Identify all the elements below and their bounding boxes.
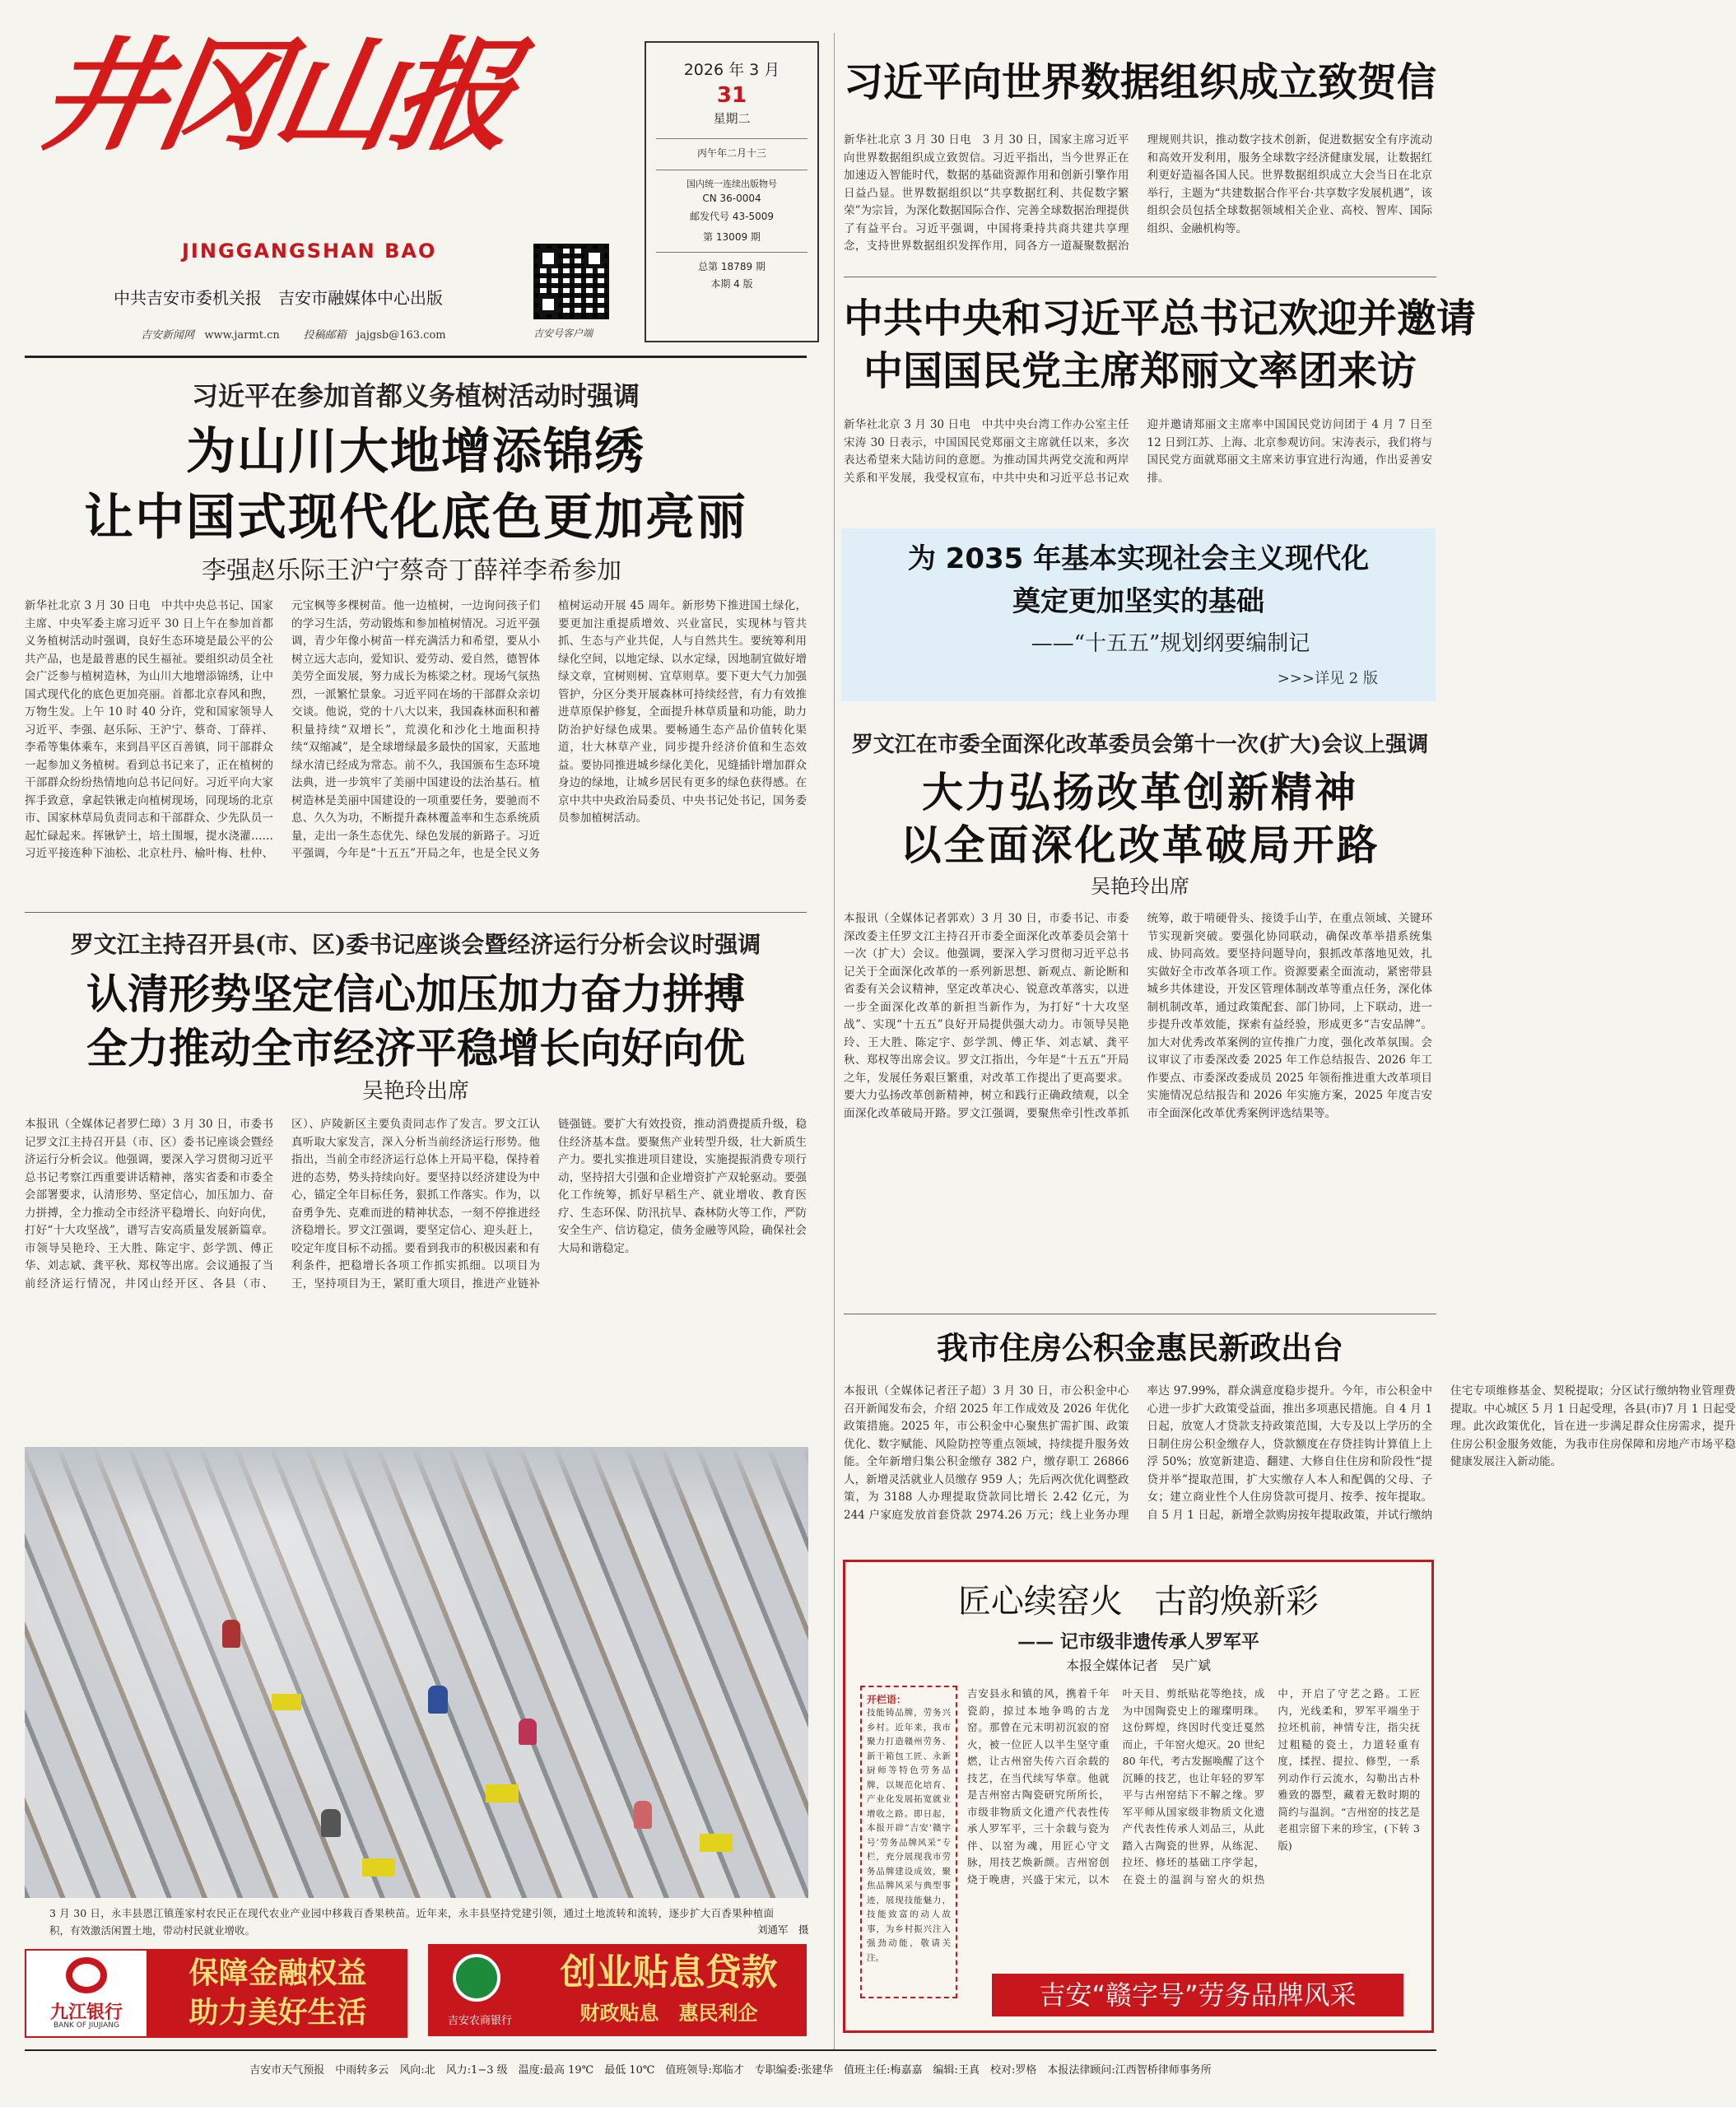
story7-title-part2: 古韵焕新彩: [1154, 1583, 1319, 1621]
story4-kicker: 罗文江在市委全面深化改革委员会第十一次(扩大)会议上强调: [851, 733, 1429, 757]
column-banner-text: 吉安“赣字号”劳务品牌风采: [1039, 1979, 1357, 2011]
story5-title-line2[interactable]: 全力推动全市经济平稳增长向好向优: [86, 1025, 745, 1072]
banner-line3: ——“十五五”规划纲要编制记: [1031, 631, 1310, 656]
ad1-line2: 助力美好生活: [188, 1996, 367, 2030]
column-banner[interactable]: [992, 1974, 1403, 2016]
story6-title[interactable]: 我市住房公积金惠民新政出台: [936, 1330, 1343, 1366]
banner-line1: 为 2035 年基本实现社会主义现代化: [907, 542, 1370, 575]
email-label: 投稿邮箱: [303, 329, 347, 342]
email[interactable]: jajgsb@163.com: [356, 329, 446, 342]
story6-body: 本报讯（全媒体记者汪子超）3 月 30 日，市公积金中心召开新闻发布会，介绍 2025 年工作成效及 2026 年优化政策措施。2025 年，市公积金中心聚焦扩需扩围、政策优化、数字赋能、风险防控等重点领域，持续提升服务效能。全年新增归集公积金缴存 382 户，缴存职工 26866 人，新增灵活就业人员缴存 959 人；先后两次优化调整政策，为 3188 人办理提取贷款同比增长 2.42 亿元，为 244 户家庭发放首套贷款 2974.26 万元；线上业务办理率达 97.99%，群众满意度稳步提升。今年，市公积金中心进一步扩大政策受益面，推出多项惠民措施。自 4 月 1 日起，放宽人才贷款支持政策范围，大专及以上学历的全日制住房公积金缴存人，贷款额度在存贷挂钩计算值上上浮 50%；放宽新建造、翻建、大修自住住房和阶段性“提贷并举”提取范围，扩大实缴存人本人和配偶的父母、子女；建立商业性个人住房贷款可提月、按季、按年提取。自 5 月 1 日起，新增全款购房按年提取政策，并试行缴纳住宅专项维修基金、契税提取；分区试行缴纳物业管理费提取。中心城区 5 月 1 日起受理，各县(市)7 月 1 日起受理。此次政策优化，旨在进一步满足群众住房需求，提升住房公积金服务效能，为我市住房保障和房地产市场平稳健康发展注入新动能。: [844, 1384, 1736, 1522]
column-intro-box: [860, 1686, 957, 1998]
post-code: 43-5009: [732, 211, 774, 222]
farm-photo[interactable]: [25, 1447, 808, 1898]
photo-basket-2: [486, 1784, 519, 1802]
total-issue: 总第 18789 期: [698, 261, 766, 272]
issue-date: 2026 年 3 月: [683, 61, 780, 79]
ad2-title: 创业贴息贷款: [560, 1951, 778, 1993]
masthead-publisher: 中共吉安市委机关报 吉安市融媒体中心出版: [114, 288, 443, 308]
story1-title[interactable]: 习近平向世界数据组织成立致贺信: [844, 59, 1437, 105]
story4-subtitle: 吴艳玲出席: [1091, 875, 1189, 898]
story7-box: [843, 1560, 1434, 2033]
ad-rural-bank[interactable]: [428, 1944, 807, 2036]
photo-caption: 3 月 30 日，永丰县恩江镇莲家村农民正在现代农业产业园中移栽百香果秧苗。近年来，永丰县坚持党建引领，通过土地流转和流转，逐步扩大百香果种植面积，有效激活闲置土地，带动村民就业增收。: [49, 1907, 774, 1937]
masthead-logo: 井冈山报: [30, 24, 524, 167]
story4-title-line2[interactable]: 以全面深化改革破局开路: [900, 821, 1380, 869]
issue-number: 第 13009 期: [703, 231, 761, 243]
footer-info: 吉安市天气预报 中雨转多云 风向:北 风力:1−3 级 温度:最高 19℃ 最低 10℃ 值班领导:郑临才 专职编委:张建华 值班主任:梅嘉嘉 编辑:王真 校对:罗格 本报法律顾问:江西智桥律师事务所: [249, 2064, 1212, 2077]
story5-body: 本报讯（全媒体记者罗仁璋）3 月 30 日，市委书记罗文江主持召开县（市、区）委书记座谈会暨经济运行分析会议。他强调，要深入学习贯彻习近平总书记考察江西重要讲话精神，落实省委和市委全会部署要求，认清形势、坚定信心，加压加力、奋力拼搏，全力推动全市经济平稳增长、向好向优，打好“十大攻坚战”，谱写吉安高质量发展新篇章。市领导吴艳玲、王大胜、陈定宇、彭学凯、傅正华、刘志斌、龚平秋、郑权等出席。会议通报了当前经济运行情况，井冈山经开区、各县（市、区）、庐陵新区主要负责同志作了发言。罗文江认真听取大家发言，深入分析当前经济运行形势。他指出，当前全市经济运行总体上开局平稳，保持着进的态势，势头持续向好。要坚持以经济建设为中心，锚定全年目标任务，狠抓工作落实。作为，以奋勇争先、克难而进的精神状态，一刻不停推进经济稳增长。罗文江强调，要坚定信心、迎头赶上，咬定年度目标不动摇。要看到我市的积极因素和有利条件，把稳增长各项工作抓实抓细。以项目为王，坚持项目为王，紧盯重大项目，推进产业链补链强链。要扩大有效投资，推动消费提质升级，稳住经济基本盘。要聚焦产业转型升级，壮大新质生产力。要扎实推进项目建设，实施提振消费专项行动，坚持招大引强和企业增资扩产双轮驱动。要强化工作统筹，抓好早稻生产、就业增收、教育医疗、生态环保、防汛抗旱、森林防火等工作，严防安全生产、信访稳定，债务金融等风险，确保社会大局和谐稳定。: [25, 1118, 807, 1291]
issue-weekday: 星期二: [713, 111, 751, 126]
jiujiang-bank-logo-icon: [66, 1957, 107, 1993]
issue-day: 31: [716, 83, 747, 108]
story4-title-line1[interactable]: 大力弘扬改革创新精神: [922, 769, 1358, 816]
story2-title-line1[interactable]: 中共中央和习近平总书记欢迎并邀请: [844, 295, 1477, 342]
post-label: 邮发代号: [690, 211, 730, 222]
story7-subtitle: —— 记市级非遗传承人罗军平: [1017, 1631, 1259, 1653]
photo-worker-2: [428, 1686, 448, 1714]
photo-worker-5: [634, 1801, 652, 1829]
story3-title-line1[interactable]: 为山川大地增添锦绣: [186, 423, 645, 481]
cn-number: CN 36-0004: [702, 193, 761, 204]
story2-body: 新华社北京 3 月 30 日电 中共中央台湾工作办公室主任宋涛 30 日表示，中国国民党郑丽文主席就任以来，多次表达希望来大陆访问的意愿。为推动国共两党交流和两岸关系和平发展，我受权宣布，中共中央和习近平总书记欢迎并邀请郑丽文主席率中国国民党访问团于 4 月 7 日至 12 日到江苏、上海、北京参观访问。宋涛表示，我们将与国民党方面就郑丽文主席来访事宜进行沟通，作出妥善安排。: [844, 418, 1432, 485]
story3-title-line2[interactable]: 让中国式现代化底色更加亮丽: [84, 489, 747, 547]
story3-subtitle: 李强赵乐际王沪宁蔡奇丁薛祥李希参加: [202, 556, 621, 585]
story5-title-line1[interactable]: 认清形势坚定信心加压加力奋力拼搏: [86, 970, 745, 1018]
photo-basket-3: [700, 1834, 733, 1852]
qr-label: 吉安号客户端: [533, 328, 593, 339]
story4-body: 本报讯（全媒体记者郭欢）3 月 30 日，市委书记、市委深改委主任罗文江主持召开市委全面深化改革委员会第十一次（扩大）会议。他强调，要深入学习贯彻习近平总书记关于全面深化改革的一系列新思想、新观点、新论断和省委有关会议精神，坚定改革决心、锐意改革落实，以进一步全面深化改革的新担当新作为，为打好“十大攻坚战”、实现“十五五”良好开局提供强大动力。市领导吴艳玲、王大胜、陈定宇、彭学凯、傅正华、刘志斌、龚平秋、郑权等出席会议。罗文江指出，今年是“十五五”开局之年，发展任务艰巨繁重，对改革工作提出了更高要求。要大力弘扬改革创新精神，树立和践行正确政绩观，以全面深化改革破局开路。罗文江强调，要聚焦牵引性改革抓统筹，敢于啃硬骨头、接烫手山芋，在重点领域、关键环节实现新突破。要强化协同联动，确保改革举措系统集成、协同高效。要坚持问题导向，狠抓改革落地见效，扎实做好全市改革各项工作。资源要素全面流动，紧密带县城乡共体建设，开发区管理体制改革等重点任务，深化体制机制改革，通过政策配套、部门协同，上下联动，进一步提升改革效能，探索有益经验，形成更多“吉安品牌”。加大对优秀改革案例的宣传推广力度，强化改革氛围。会议审议了市委深改委 2025 年工作总结报告、2026 年工作要点、市委深改委成员 2025 年领衔推进重大改革项目实施情况总结报告和 2026 年实施方案，2025 年度吉安市全面深化改革优秀案例评选结果等。: [844, 912, 1432, 1120]
photo-credit: 刘通军 摄: [757, 1923, 809, 1936]
story7-byline: 本报全媒体记者 吴广斌: [1065, 1658, 1211, 1673]
rural-bank-logo-icon: [453, 1954, 500, 2002]
masthead-contact: [141, 326, 446, 342]
ad2-slogan: 财政贴息 惠民利企: [579, 2002, 758, 2025]
ad2-bank-name: 吉安农商银行: [447, 2015, 512, 2027]
banner-more-link[interactable]: >>>详见 2 版: [1277, 670, 1378, 687]
ad1-bank-name: 九江银行: [49, 2002, 123, 2023]
ad1-bank-en: BANK OF JIUJIANG: [53, 2021, 119, 2030]
photo-worker-4: [321, 1809, 341, 1837]
ad-jiujiang-bank[interactable]: [25, 1949, 407, 2038]
story5-subtitle: 吴艳玲出席: [361, 1079, 469, 1104]
story1-body: 新华社北京 3 月 30 日电 3 月 30 日，国家主席习近平向世界数据组织成立致贺信。习近平指出，当今世界正在加速迈入智能时代，数据的基础资源作用和创新引擎作用日益凸显。世界数据组织以“共享数据红利、共促数字繁荣”为宗旨，为深化数据国际合作、完善全球数据治理提供了有益平台。习近平强调，中国将秉持共商共建共享理念，支持世界数据组织发挥作用，同各方一道凝聚数据治理规则共识，推动数字技术创新，促进数据安全有序流动和高效开发利用，服务全球数字经济健康发展，让数据红利更好造福各国人民。世界数据组织成立大会当日在北京举行，主题为“共建数据合作平台·共享数字发展机遇”，该组织会员包括全球数据领域相关企业、高校、智库、国际组织、金融机构等。: [844, 133, 1432, 253]
story7-title[interactable]: [845, 1580, 1431, 1623]
page-count: 本期 4 版: [710, 278, 753, 290]
masthead-pinyin: JINGGANGSHAN BAO: [182, 240, 437, 263]
column-intro-label: 开栏语：: [867, 1694, 907, 1705]
column-intro-text: 技能铸品牌，劳务兴乡村。近年来，我市聚力打造赣州劳务、新干箱包工匠、永新厨师等特色劳务品牌，以规范化培育、产业化发展拓宽就业增收之路。即日起，本报开辟“吉安‘赣字号’劳务品牌风采”专栏，充分展现我市劳务品牌建设成效，聚焦品牌风采与典型事迹，展现技能魅力，技能致富的动人故事，为乡村振兴注入强劲动能，敬请关注。: [867, 1708, 951, 1963]
date-box: [645, 41, 819, 342]
story2-title-line2[interactable]: 中国国民党主席郑丽文率团来访: [863, 348, 1417, 394]
website[interactable]: www.jarmt.cn: [204, 329, 280, 342]
story7-body: 吉安县永和镇的风，携着千年瓷韵，掠过本地争鸣的古龙窑。那曾在元末明初沉寂的窑火，被一位匠人以半生坚守重燃，让古州窑失传六百余载的技艺，在当代续写华章。他就是吉州窑古陶瓷研究所所长，市级非物质文化遗产代表性传承人罗军平，三十余载与瓷为伴、以窑为魂，用匠心守文脉，用技艺焕新颜。吉州窑创烧于晚唐，兴盛于宋元，以木叶天目、剪纸贴花等绝技，成为中国陶瓷史上的璀璨明珠。这份辉煌，终因时代变迁戛然而止，千年窑火熄灭。20 世纪 80 年代，考古发掘唤醒了这个沉睡的技艺，也让年轻的罗军平与古州窑结下不解之缘。罗军平师从国家级非物质文化遗产代表性传承人刘品三，从此踏入古陶瓷的世界，从练泥、拉坯、修坯的基础工序学起，在瓷土的温润与窑火的炽热中，开启了守艺之路。工匠内，光线柔和，罗军平端坐于拉坯机前，神情专注，指尖抚过粗糙的瓷土，力道轻重有度，揉捏、提拉、修型，一系列动作行云流水，勾勒出古朴雅致的器型，藏着无数时期的简约与温润。“吉州窑的技艺是老祖宗留下来的珍宝，(下转 3 版): [967, 1687, 1420, 1886]
photo-worker-3: [519, 1719, 537, 1745]
story7-title-part1: 匠心续窑火: [957, 1583, 1123, 1621]
lunar-date: 丙午年二月十三: [696, 147, 766, 159]
story5-kicker: 罗文江主持召开县(市、区)委书记座谈会暨经济运行分析会议时强调: [70, 931, 761, 958]
story3-kicker: 习近平在参加首都义务植树活动时强调: [191, 380, 640, 412]
ad1-line1: 保障金融权益: [188, 1956, 367, 1990]
photo-basket-1: [362, 1858, 395, 1877]
photo-worker-1: [222, 1620, 240, 1648]
plan-banner[interactable]: [841, 528, 1436, 701]
cn-label: 国内统一连续出版物号: [686, 179, 777, 189]
story3-body: 新华社北京 3 月 30 日电 中共中央总书记、国家主席、中央军委主席习近平 30 日上午在参加首都义务植树活动时强调，良好生态环境是最公平的公共产品，也是最普惠的民生福祉。要组织动员全社会广泛参与植树造林，为山川大地增添锦绣，让中国式现代化的底色更加亮丽。首都北京春风和煦，万物生发。上午 10 时 40 分许，党和国家领导人习近平、李强、赵乐际、王沪宁、蔡奇、丁薛祥、李希等集体乘车，来到昌平区百善镇，同干部群众一起参加义务植树。看到总书记来了，正在植树的干部群众纷纷热情地向总书记问好。习近平向大家挥手致意，拿起铁锹走向植树现场，同现场的北京市、国家林草局负责同志和干部群众、少先队员一起忙碌起来。挥锹铲土，培土围堰，提水浇灌……习近平接连种下油松、北京杜丹、榆叶梅、杜仲、元宝枫等多棵树苗。他一边植树，一边询问孩子们的学习生活，劳动锻炼和参加植树情况。习近平强调，青少年像小树苗一样充满活力和希望，要从小树立远大志向，爱知识、爱劳动、爱自然，德智体美劳全面发展，努力成长为栋梁之材。现场气氛热烈，一派繁忙景象。习近平同在场的干部群众亲切交谈。他说，党的十八大以来，我国森林面积和蓄积量持续“双增长”，荒漠化和沙化土地面积持续“双缩减”，是全球增绿最多最快的国家，天蓝地绿水清已经成为常态。前不久，我国颁布生态环境法典，进一步筑牢了美丽中国建设的法治基石。植树造林是美丽中国建设的一项重要任务，要驰而不息、久久为功，不断提升森林覆盖率和生态系统质量，走出一条生态优先、绿色发展的新路子。习近平强调，今年是“十五五”开局之年，也是全民义务植树运动开展 45 周年。新形势下推进国土绿化，要更加注重提质增效、兴业富民，实现林与管共抓、生态与产业共促，人与自然共生。要统筹利用绿化空间，以地定绿、以水定绿，因地制宜做好增绿文章，宜树则树、宜草则草。要下更大气力加强管护，分区分类开展森林可持续经营，有力有效推进草原保护修复，全面提升林草质量和功能，助力防治护好绿色成果。要畅通生态产品价值转化渠道，壮大林草产业，同步提升经济价值和生态效益。要协同推进城乡绿化美化，见缝插针增加群众身边的绿地，让城乡居民有更多的绿色获得感。在京中共中央政治局委员、中央书记处书记，国务委员参加植树活动。: [25, 599, 807, 860]
banner-line2: 奠定更加坚实的基础: [1012, 585, 1264, 618]
website-label: 吉安新闻网: [141, 329, 195, 342]
qr-code[interactable]: [533, 244, 609, 319]
ad1-logo-box: [25, 1949, 148, 2038]
photo-basket-4: [272, 1694, 301, 1710]
